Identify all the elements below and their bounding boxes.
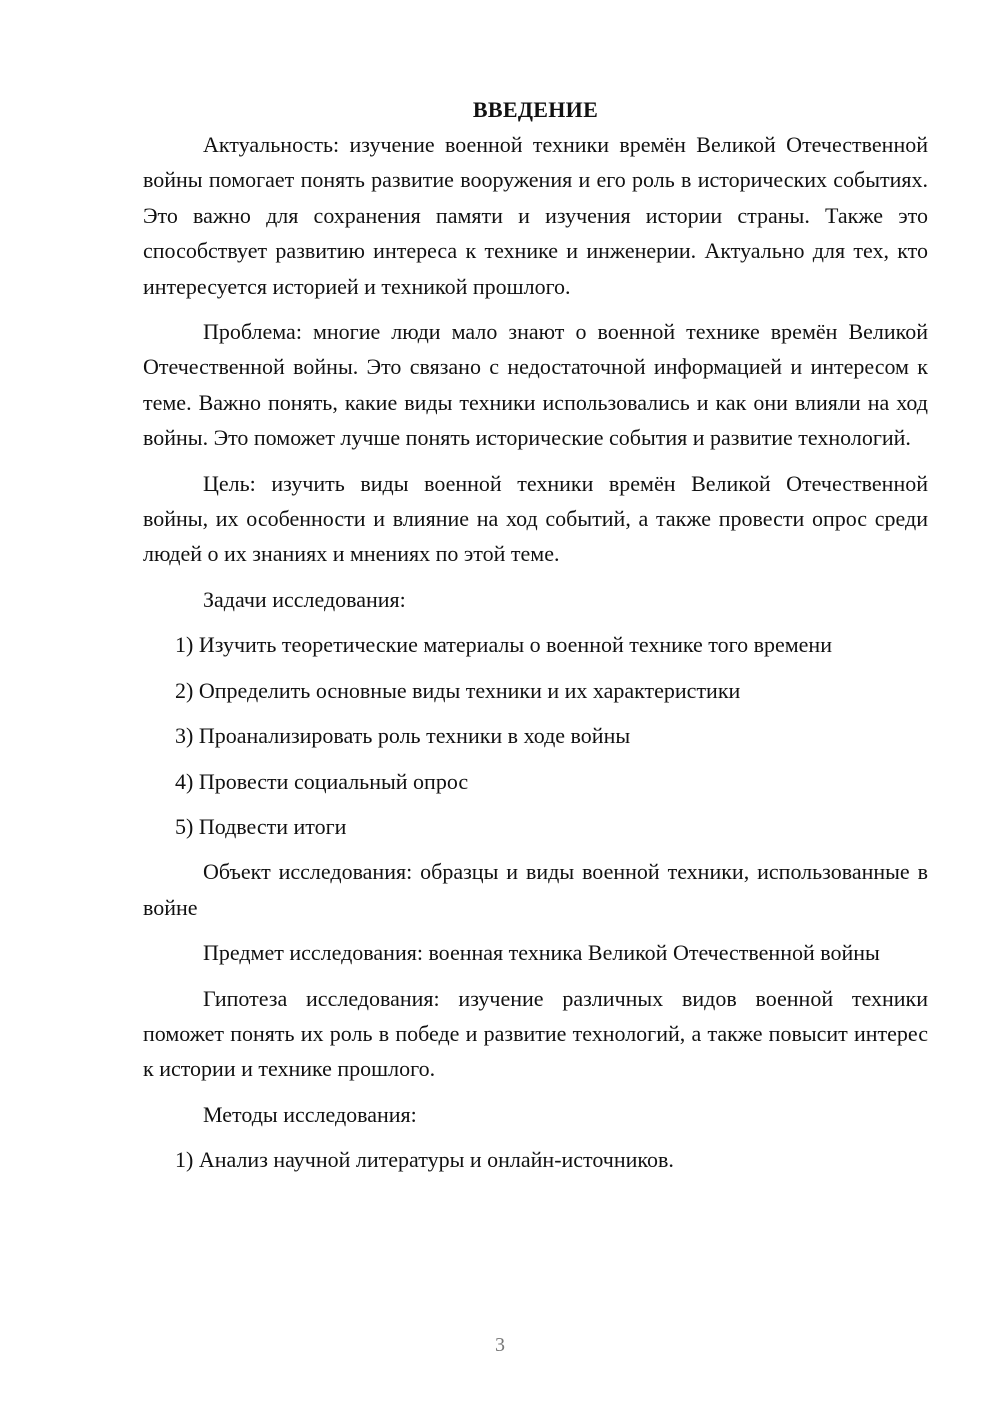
list-item: 1) Анализ научной литературы и онлайн-источников. [175,1147,674,1173]
relevance-paragraph: Актуальность: изучение военной техники времён Великой Отечественной войны помогает понять развитие вооружения и его роль в исторических событиях. Это важно для сохранения памяти и изучения истории страны. Также это способствует развитию интереса к технике и инженерии. Актуально для тех, кто интересуется историей и техникой прошлого. [143,132,928,299]
tasks-heading: Задачи исследования: [203,586,406,612]
subject-paragraph: Предмет исследования: военная техника Великой Отечественной войны [203,940,880,966]
methods-heading: Методы исследования: [203,1101,417,1127]
list-item: 5) Подвести итоги [175,813,347,839]
problem-paragraph: Проблема: многие люди мало знают о военной технике времён Великой Отечественной войны. Это связано с недостаточной информацией и интересом к теме. Важно понять, какие виды техники использовались и как они влияли на ход войны. Это поможет лучше понять исторические события и развитие технологий. [143,319,928,451]
tasks-list [143,627,928,844]
list-item: 4) Провести социальный опрос [175,768,469,794]
list-item: 2) Определить основные виды техники и их характеристики [175,677,741,703]
methods-list [143,1142,928,1177]
list-item: 1) Изучить теоретические материалы о военной технике того времени [175,632,832,658]
object-paragraph: Объект исследования: образцы и виды военной техники, использованные в войне [143,859,928,920]
goal-paragraph: Цель: изучить виды военной техники времён Великой Отечественной войны, их особенности и влияние на ход событий, а также провести опрос среди людей о их знаниях и мнениях по этой теме. [143,470,928,567]
hypothesis-paragraph: Гипотеза исследования: изучение различных видов военной техники поможет понять их роль в победе и развитие технологий, а также повысит интерес к истории и технике прошлого. [143,985,928,1082]
page-number: 3 [495,1334,505,1356]
section-title: ВВЕДЕНИЕ [472,97,599,122]
list-item: 3) Проанализировать роль техники в ходе войны [175,723,631,749]
document-page [143,92,928,1188]
